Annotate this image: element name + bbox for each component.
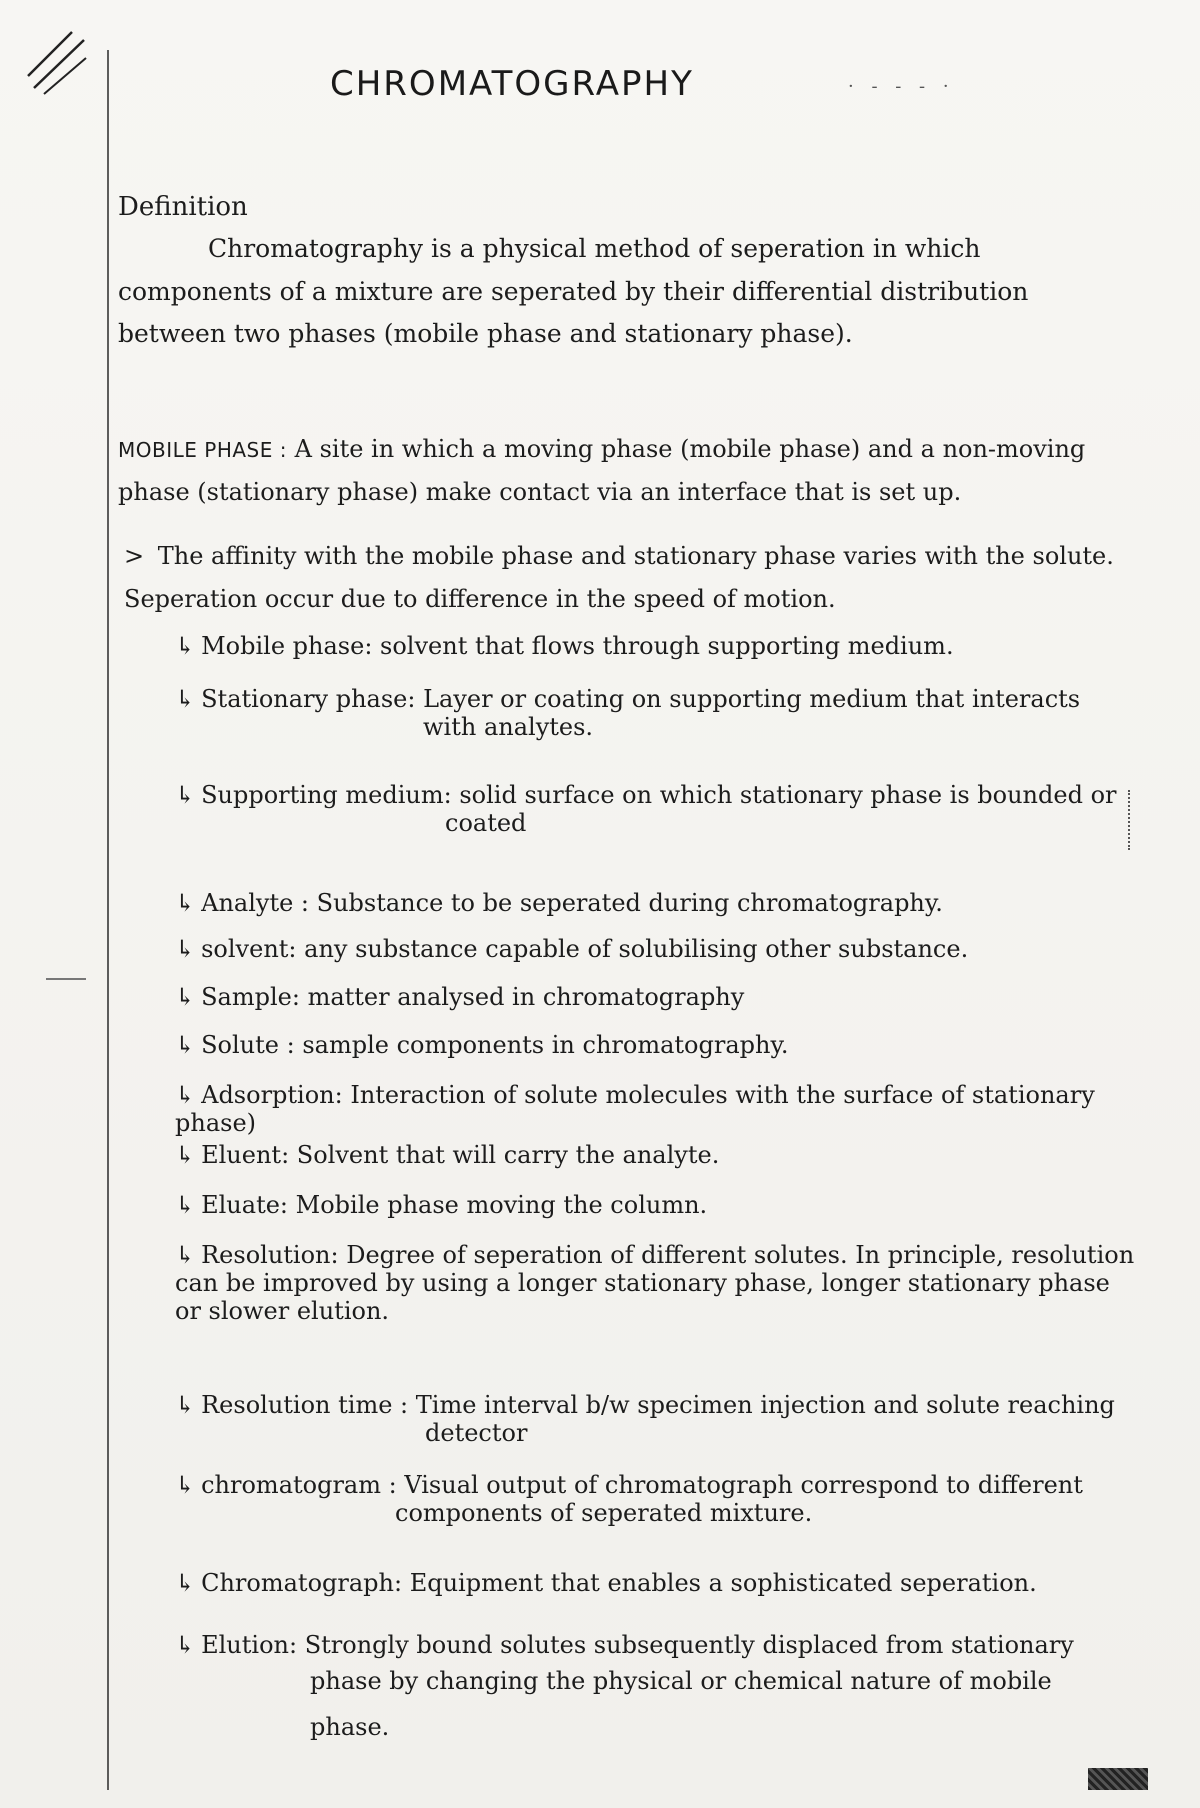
- term-item: ↳ Stationary phase: Layer or coating on supporting medium that interacts with analytes.: [175, 685, 1081, 741]
- arrow-icon: ↳: [175, 1471, 196, 1499]
- arrow-icon: ↳: [175, 983, 196, 1011]
- term-item: ↳ Supporting medium: solid surface on which stationary phase is bounded or coated: [175, 781, 1117, 837]
- edge-dots: [1128, 790, 1134, 850]
- bullet-marker: >: [124, 542, 145, 570]
- arrow-icon: ↳: [175, 685, 196, 713]
- arrow-icon: ↳: [175, 1391, 196, 1419]
- term-item: ↳ chromatogram : Visual output of chromatograph correspond to different components of seperated mixture.: [175, 1471, 1083, 1527]
- term-item: ↳ Resolution: Degree of seperation of different solutes. In principle, resolution can be improved by using a longer stationary phase, longer stationary phase or slower elution.: [175, 1241, 1135, 1325]
- arrow-icon: ↳: [175, 1569, 196, 1597]
- affinity-note: [124, 535, 1134, 621]
- arrow-icon: ↳: [175, 1631, 196, 1659]
- mobile-phase-text: A site in which a moving phase (mobile phase) and a non-moving phase (stationary phase) make contact via an interface that is set up.: [118, 435, 1086, 507]
- term-item: ↳ Elution: Strongly bound solutes subsequently displaced from stationary phase by changing the physical or chemical nature of mobile phase.: [175, 1631, 1074, 1741]
- term-item: ↳ Sample: matter analysed in chromatography: [175, 983, 745, 1011]
- term-item: ↳ Adsorption: Interaction of solute molecules with the surface of stationary phase): [175, 1081, 1095, 1137]
- terms-list: [175, 632, 1135, 1761]
- arrow-icon: ↳: [175, 632, 196, 660]
- term-item: ↳ solvent: any substance capable of solubilising other substance.: [175, 935, 969, 963]
- definition-heading: Definition: [118, 192, 248, 222]
- page-title: CHROMATOGRAPHY: [330, 64, 694, 104]
- term-item: ↳ Mobile phase: solvent that flows through supporting medium.: [175, 632, 954, 660]
- arrow-icon: ↳: [175, 1241, 196, 1269]
- arrow-icon: ↳: [175, 1191, 196, 1219]
- header-dashes: · - - - ·: [848, 76, 955, 97]
- corner-slash-mark: [20, 18, 90, 98]
- arrow-icon: ↳: [175, 1141, 196, 1169]
- term-item: ↳ Resolution time : Time interval b/w specimen injection and solute reaching detector: [175, 1391, 1115, 1447]
- term-item: ↳ Analyte : Substance to be seperated during chromatography.: [175, 889, 943, 917]
- arrow-icon: ↳: [175, 889, 196, 917]
- term-item: ↳ Eluate: Mobile phase moving the column.: [175, 1191, 708, 1219]
- mobile-phase-label: MOBILE PHASE :: [118, 438, 287, 462]
- definition-text: Chromatography is a physical method of seperation in which components of a mixture are seperated by their differential distribution between two phases (mobile phase and stationary phase).: [118, 234, 1029, 348]
- mobile-phase-paragraph: [118, 428, 1148, 514]
- arrow-icon: ↳: [175, 781, 196, 809]
- margin-line: [107, 50, 109, 1790]
- corner-smudge: [1088, 1768, 1148, 1790]
- term-item: ↳ Solute : sample components in chromatography.: [175, 1031, 789, 1059]
- term-item: ↳ Chromatograph: Equipment that enables a sophisticated seperation.: [175, 1569, 1037, 1597]
- arrow-icon: ↳: [175, 935, 196, 963]
- affinity-text: The affinity with the mobile phase and stationary phase varies with the solute. Seperation occur due to difference in the speed of motion.: [124, 542, 1114, 614]
- margin-tick: [46, 978, 86, 980]
- arrow-icon: ↳: [175, 1031, 196, 1059]
- term-item: ↳ Eluent: Solvent that will carry the analyte.: [175, 1141, 720, 1169]
- arrow-icon: ↳: [175, 1081, 196, 1109]
